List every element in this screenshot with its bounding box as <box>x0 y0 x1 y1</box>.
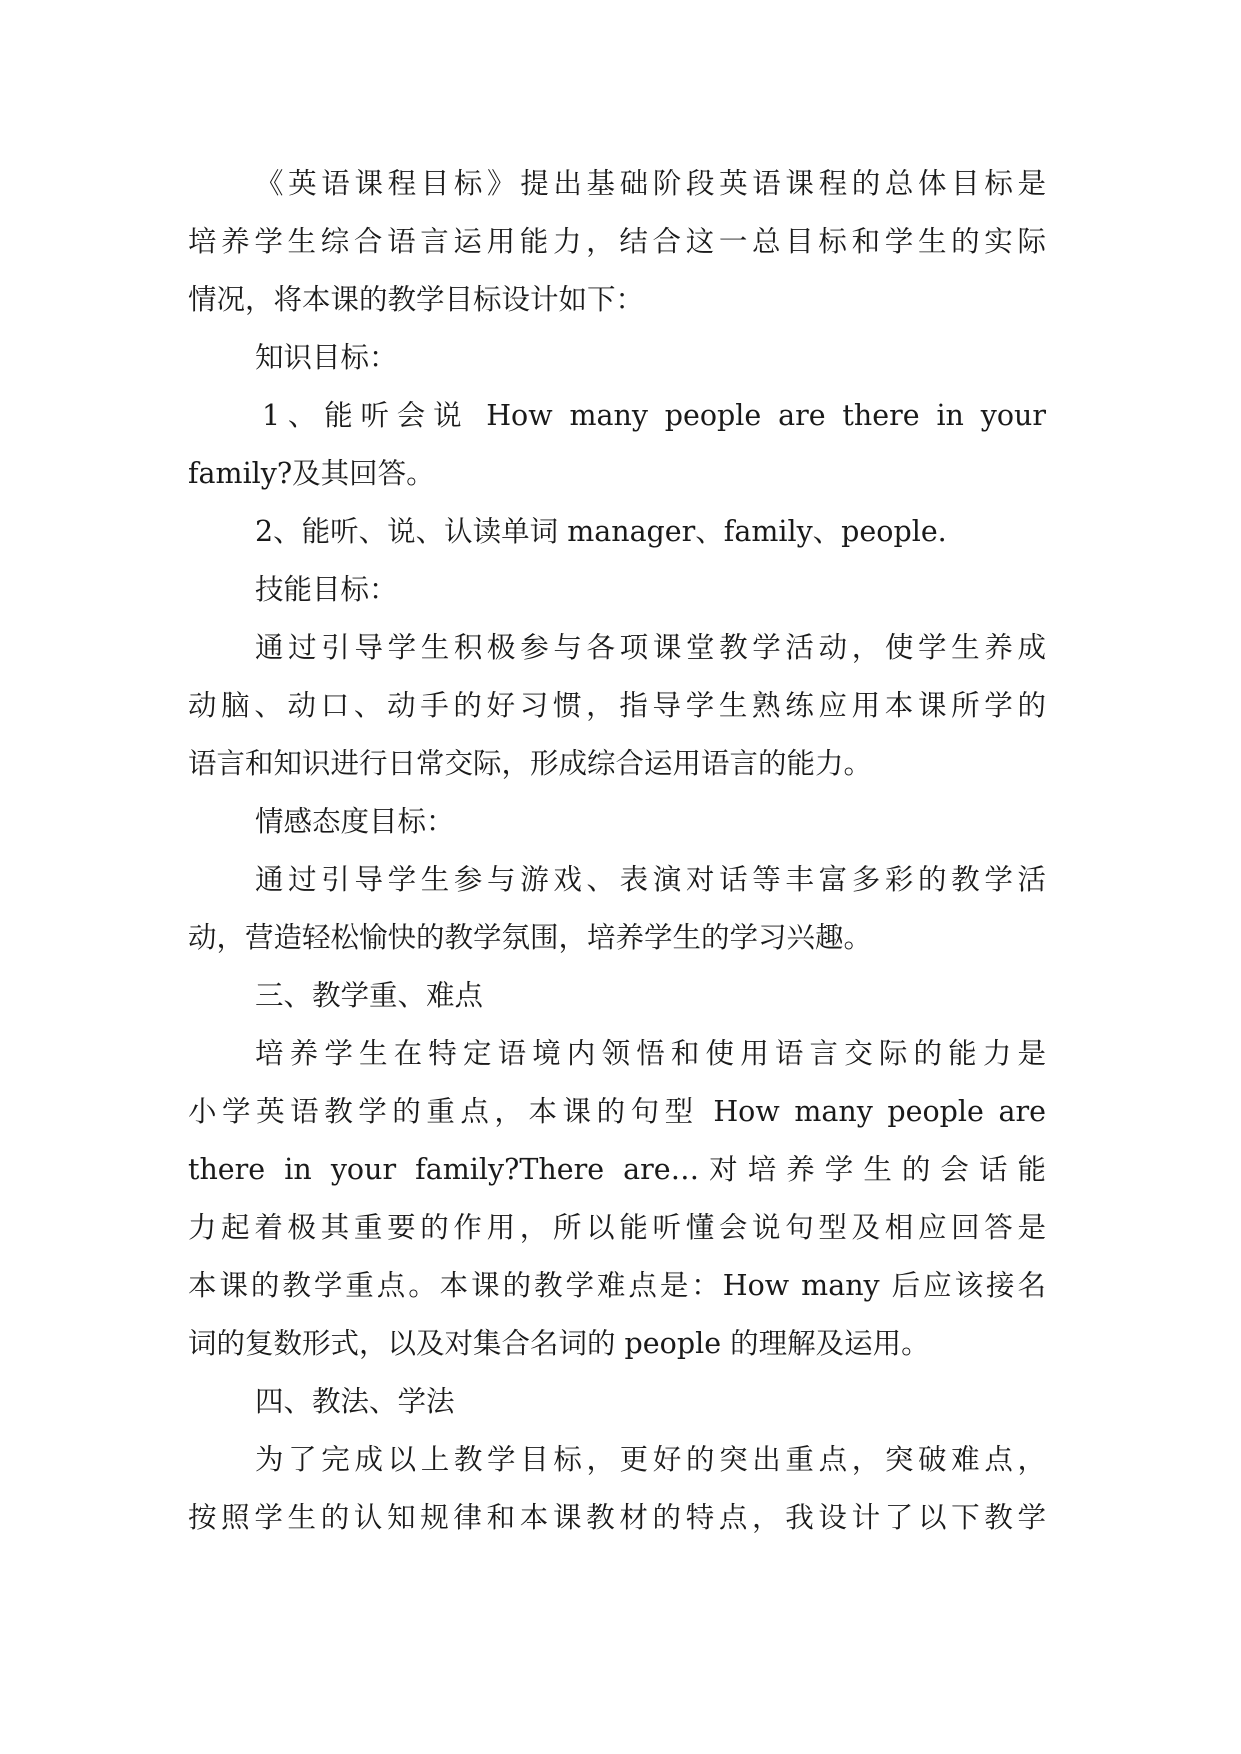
paragraph-line: 《英语课程目标》提出基础阶段英语课程的总体目标是 <box>255 167 1046 200</box>
paragraph-line: 通过引导学生参与游戏、表演对话等丰富多彩的教学活 <box>255 863 1046 896</box>
section-heading: 情感态度目标： <box>255 805 455 838</box>
paragraph-line: 通过引导学生积极参与各项课堂教学活动，使学生养成 <box>255 631 1046 664</box>
paragraph-line: 为了完成以上教学目标，更好的突出重点，突破难点， <box>255 1443 1046 1476</box>
paragraph-line: 词的复数形式，以及对集合名词的 people 的理解及运用。 <box>188 1327 930 1360</box>
paragraph-line: 小学英语教学的重点，本课的句型 How many people are <box>188 1095 1046 1128</box>
paragraph-line: 1、能听会说 How many people are there in your <box>262 399 1046 432</box>
section-heading: 知识目标： <box>255 341 398 374</box>
paragraph-line: 动脑、动口、动手的好习惯，指导学生熟练应用本课所学的 <box>188 689 1046 722</box>
section-heading: 技能目标： <box>255 573 398 606</box>
section-heading: 三、教学重、难点 <box>255 979 484 1012</box>
paragraph-line: 语言和知识进行日常交际，形成综合运用语言的能力。 <box>188 747 873 780</box>
paragraph-line: there in your family?There are…对培养学生的会话能 <box>188 1153 1046 1186</box>
paragraph-line: 力起着极其重要的作用，所以能听懂会说句型及相应回答是 <box>188 1211 1046 1244</box>
paragraph-line: family?及其回答。 <box>188 457 435 490</box>
paragraph-line: 情况，将本课的教学目标设计如下： <box>188 283 645 316</box>
paragraph-line: 培养学生在特定语境内领悟和使用语言交际的能力是 <box>255 1037 1046 1070</box>
section-heading: 四、教法、学法 <box>255 1385 455 1418</box>
paragraph-line: 动，营造轻松愉快的教学氛围，培养学生的学习兴趣。 <box>188 921 873 954</box>
paragraph-line: 培养学生综合语言运用能力，结合这一总目标和学生的实际 <box>188 225 1046 258</box>
paragraph-line: 按照学生的认知规律和本课教材的特点，我设计了以下教学 <box>188 1501 1046 1534</box>
paragraph-line: 2、能听、说、认读单词 manager、family、people. <box>255 515 947 548</box>
paragraph-line: 本课的教学重点。本课的教学难点是：How many 后应该接名 <box>188 1269 1046 1302</box>
